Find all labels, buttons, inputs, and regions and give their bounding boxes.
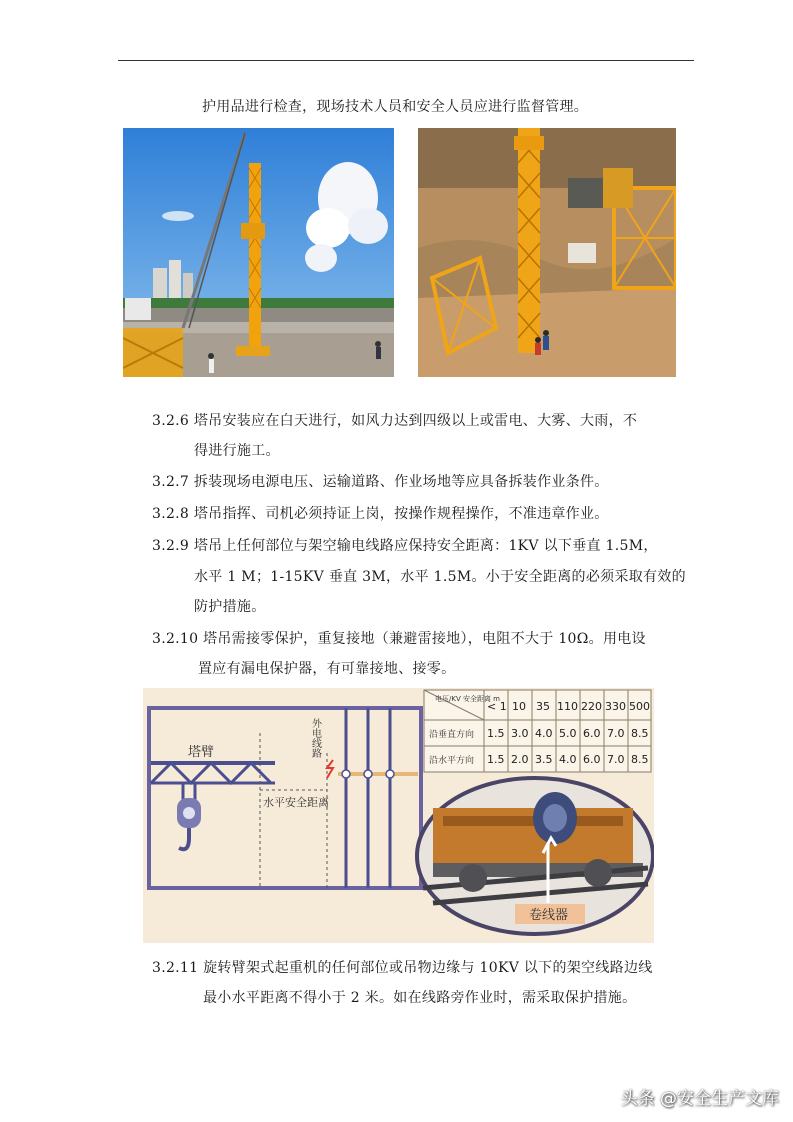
table-cell: 7.0	[607, 753, 625, 766]
table-cell: 5.0	[559, 727, 577, 740]
voltage-header: 500	[629, 700, 650, 713]
row-label-horizontal: 沿水平方向	[429, 756, 475, 766]
table-cell: 4.0	[535, 727, 553, 740]
table-cell: 3.5	[535, 753, 553, 766]
clause-3-2-9-line-3: 防护措施。	[194, 599, 266, 615]
table-cell: 6.0	[583, 753, 601, 766]
clause-3-2-9-line-1: 3.2.9 塔吊上任何部位与架空输电线路应保持安全距离：1KV 以下垂直 1.5M，	[152, 538, 658, 554]
photo-tower-crane-sky	[123, 128, 394, 377]
clause-3-2-6-line-1: 3.2.6 塔吊安装应在白天进行，如风力达到四级以上或雷电、大雾、大雨，不	[152, 413, 638, 429]
cable-reel-label: 卷线器	[529, 908, 569, 923]
row-label-vertical: 沿垂直方向	[429, 730, 475, 740]
clause-3-2-9-line-2: 水平 1 M；1-15KV 垂直 3M，水平 1.5M。小于安全距离的必须采取有效的	[194, 569, 686, 585]
watermark: 头条 @安全生产文库	[620, 1089, 779, 1109]
clause-3-2-8: 3.2.8 塔吊指挥、司机必须持证上岗，按操作规程操作，不准违章作业。	[152, 506, 609, 522]
table-cell: 7.0	[607, 727, 625, 740]
table-cell: 1.5	[487, 753, 505, 766]
table-cell: 8.5	[631, 753, 649, 766]
line-label: 外电线路	[309, 718, 321, 758]
table-cell: 2.0	[511, 753, 529, 766]
boom-label: 塔臂	[188, 745, 215, 760]
header-rule	[118, 60, 694, 61]
voltage-header: 220	[581, 700, 602, 713]
photo-tower-crane-pit	[418, 128, 676, 377]
table-cell: 4.0	[559, 753, 577, 766]
table-cell: 8.5	[631, 727, 649, 740]
table-cell: 3.0	[511, 727, 529, 740]
voltage-header: 330	[605, 700, 626, 713]
voltage-header: 35	[536, 700, 550, 713]
clause-3-2-10-line-1: 3.2.10 塔吊需接零保护，重复接地（兼避雷接地），电阻不大于 10Ω。用电设	[152, 631, 646, 647]
clause-3-2-11-line-2: 最小水平距离不得小于 2 米。如在线路旁作业时，需采取保护措施。	[203, 990, 637, 1006]
clause-3-2-7: 3.2.7 拆装现场电源电压、运输道路、作业场地等应具备拆装作业条件。	[152, 474, 609, 490]
table-cell: 6.0	[583, 727, 601, 740]
voltage-header: 10	[512, 700, 526, 713]
horizontal-distance-label: 水平安全距离	[263, 796, 329, 809]
safety-distance-diagram	[143, 688, 654, 943]
voltage-header: < 1	[487, 700, 507, 713]
safety-distance-table	[424, 690, 651, 772]
clause-3-2-11-line-1: 3.2.11 旋转臂架式起重机的任何部位或吊物边缘与 10KV 以下的架空线路边线	[152, 960, 653, 976]
table-header-label: 电压/KV 安全距离 m	[435, 695, 501, 703]
clause-3-2-6-line-2: 得进行施工。	[194, 443, 280, 459]
top-line: 护用品进行检查，现场技术人员和安全人员应进行监督管理。	[202, 99, 589, 115]
voltage-header: 110	[557, 700, 578, 713]
table-cell: 1.5	[487, 727, 505, 740]
clause-3-2-10-line-2: 置应有漏电保护器，有可靠接地、接零。	[198, 661, 456, 677]
